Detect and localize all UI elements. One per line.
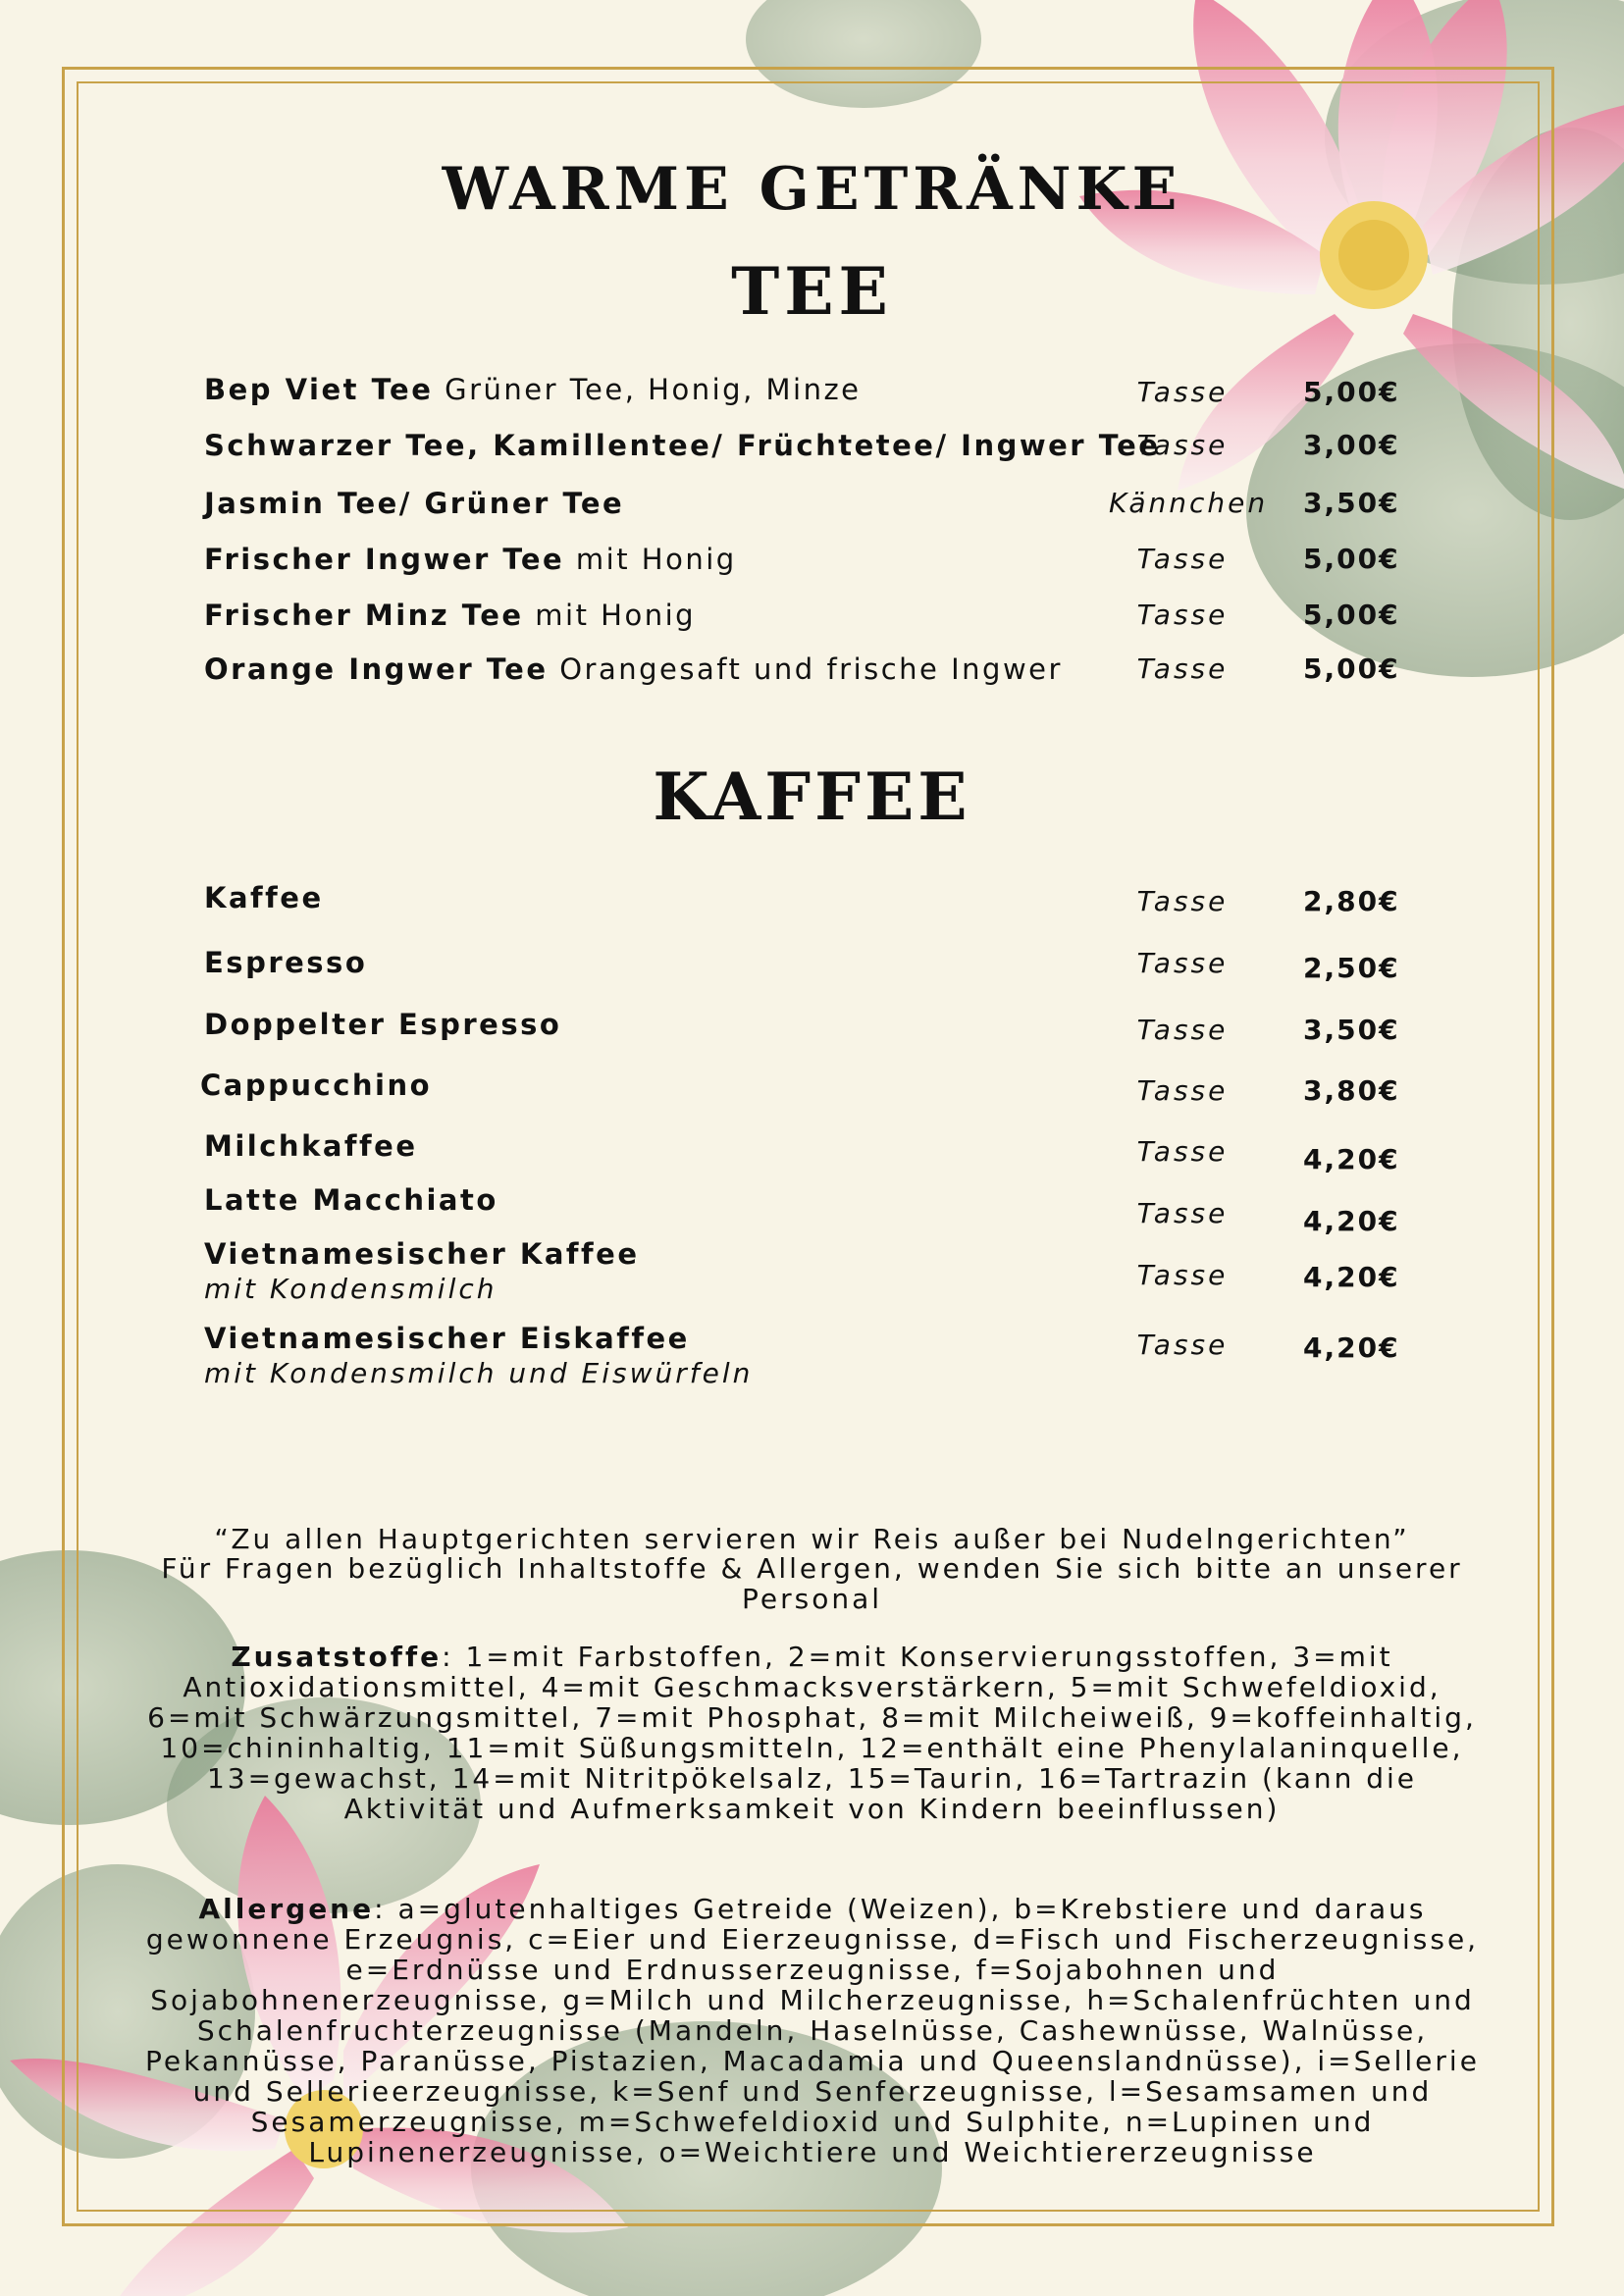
item-price: 4,20€: [1303, 1261, 1400, 1293]
menu-item-row: [0, 946, 1624, 985]
item-unit: Tasse: [1136, 1197, 1229, 1229]
item-name: Orange Ingwer Tee Orangesaft und frische Ingwer: [204, 652, 1063, 686]
item-unit: Tasse: [1136, 1135, 1229, 1168]
item-name: Frischer Ingwer Tee mit Honig: [204, 543, 737, 576]
item-unit: Tasse: [1136, 947, 1229, 979]
item-price: 4,20€: [1303, 1331, 1400, 1364]
zusatzstoffe-label: Zusatstoffe: [231, 1641, 443, 1673]
footer-allergen-hint: Für Fragen bezüglich Inhaltstoffe & Allergen, wenden Sie sich bitte an unserer Personal: [161, 1552, 1463, 1615]
item-price: 3,80€: [1303, 1074, 1400, 1107]
item-name: Milchkaffee: [204, 1129, 418, 1163]
allergene-label: Allergene: [198, 1893, 375, 1925]
item-price: 4,20€: [1303, 1205, 1400, 1237]
item-unit: Kännchen: [1109, 487, 1269, 519]
item-name: Bep Viet Tee Grüner Tee, Honig, Minze: [204, 373, 862, 406]
item-unit: Tasse: [1136, 1259, 1229, 1291]
item-price: 2,80€: [1303, 885, 1400, 917]
menu-item-row: [0, 487, 1624, 526]
item-price: 3,50€: [1303, 487, 1400, 519]
item-price: 3,00€: [1303, 429, 1400, 461]
section-heading-kaffee: KAFFEE: [653, 758, 971, 835]
item-subtitle: mit Kondensmilch und Eiswürfeln: [204, 1357, 754, 1389]
zusatzstoffe-note: Zusatstoffe: 1=mit Farbstoffen, 2=mit Konservierungsstoffen, 3=mit Antioxidationsmittel, 4=mit Geschmacksverstärkern, 5=mit Schwefeldioxid, 6=mit Schwärzungsmittel, 7=mit Phosphat, 8=mit Milcheiweiß, 9=koffeinhaltig, 10=chininhaltig, 11=mit Süßungsmitteln, 12=enthält eine Phenylalaninquelle, 13=gewachst, 14=mit Nitritpökelsalz, 15=Taurin, 16=Tartrazin (kann die Aktivität und Aufmerksamkeit von Kindern beeinflussen): [147, 1641, 1477, 1825]
menu-item-row: [0, 881, 1624, 920]
item-name: Espresso: [204, 946, 368, 979]
item-name: Latte Macchiato: [204, 1183, 498, 1217]
item-price: 5,00€: [1303, 543, 1400, 575]
item-name: Jasmin Tee/ Grüner Tee: [204, 487, 625, 520]
item-name: Cappucchino: [200, 1069, 433, 1102]
item-unit: Tasse: [1136, 599, 1229, 631]
item-price: 5,00€: [1303, 599, 1400, 631]
item-unit: Tasse: [1136, 429, 1229, 461]
menu-item-row: [0, 373, 1624, 412]
item-price: 5,00€: [1303, 376, 1400, 408]
item-name: Doppelter Espresso: [204, 1008, 562, 1041]
menu-item-row: [0, 1129, 1624, 1175]
item-unit: Tasse: [1136, 1074, 1229, 1107]
menu-item-row: [0, 1322, 1624, 1389]
item-subtitle: mit Kondensmilch: [204, 1273, 498, 1305]
item-name: Kaffee: [204, 881, 324, 914]
menu-item-row: [0, 1008, 1624, 1047]
footer-quote: “Zu allen Hauptgerichten servieren wir Reis außer bei Nudelngerichten”: [214, 1523, 1410, 1555]
item-name: Vietnamesischer Kaffee mit Kondensmilch: [204, 1237, 640, 1305]
menu-item-row: [0, 429, 1624, 468]
item-unit: Tasse: [1136, 543, 1229, 575]
page-title: WARME GETRÄNKE: [442, 155, 1182, 224]
menu-item-row: [0, 652, 1624, 692]
item-unit: Tasse: [1136, 1014, 1229, 1046]
menu-item-row: [0, 543, 1624, 582]
menu-item-row: [0, 1183, 1624, 1237]
item-price: 2,50€: [1303, 952, 1400, 984]
item-name: Frischer Minz Tee mit Honig: [204, 599, 697, 632]
menu-item-row: [0, 1069, 1624, 1108]
item-unit: Tasse: [1136, 376, 1229, 408]
item-price: 5,00€: [1303, 652, 1400, 685]
item-price: 3,50€: [1303, 1014, 1400, 1046]
menu-item-row: [0, 599, 1624, 638]
item-unit: Tasse: [1136, 652, 1229, 685]
item-unit: Tasse: [1136, 885, 1229, 917]
item-price: 4,20€: [1303, 1143, 1400, 1175]
section-heading-tee: TEE: [731, 253, 893, 330]
item-unit: Tasse: [1136, 1329, 1229, 1361]
allergene-note: Allergene: a=glutenhaltiges Getreide (Weizen), b=Krebstiere und daraus gewonnene Erzeugnis, c=Eier und Eierzeugnisse, d=Fisch und Fischerzeugnisse, e=Erdnüsse und Erdnusserzeugnisse, f=Sojabohnen und Sojabohnenerzeugnisse, g=Milch und Milcherzeugnisse, h=Schalenfrüchten und Schalenfruchterzeugnisse (Mandeln, Haselnüsse, Cashewnüsse, Walnüsse, Pekannüsse, Paranüsse, Pistazien, Macadamia und Queenslandnüsse), i=Sellerie und Sellerieerzeugnisse, k=Senf und Senferzeugnisse, l=Sesamsamen und Sesamerzeugnisse, m=Schwefeldioxid und Sulphite, n=Lupinen und Lupinenerzeugnisse, o=Weichtiere und Weichtiererzeugnisse: [145, 1893, 1480, 2168]
menu-item-row: [0, 1237, 1624, 1305]
item-name: Schwarzer Tee, Kamillentee/ Früchtetee/ Ingwer Tee: [204, 429, 1161, 462]
item-name: Vietnamesischer Eiskaffee mit Kondensmilch und Eiswürfeln: [204, 1322, 754, 1389]
